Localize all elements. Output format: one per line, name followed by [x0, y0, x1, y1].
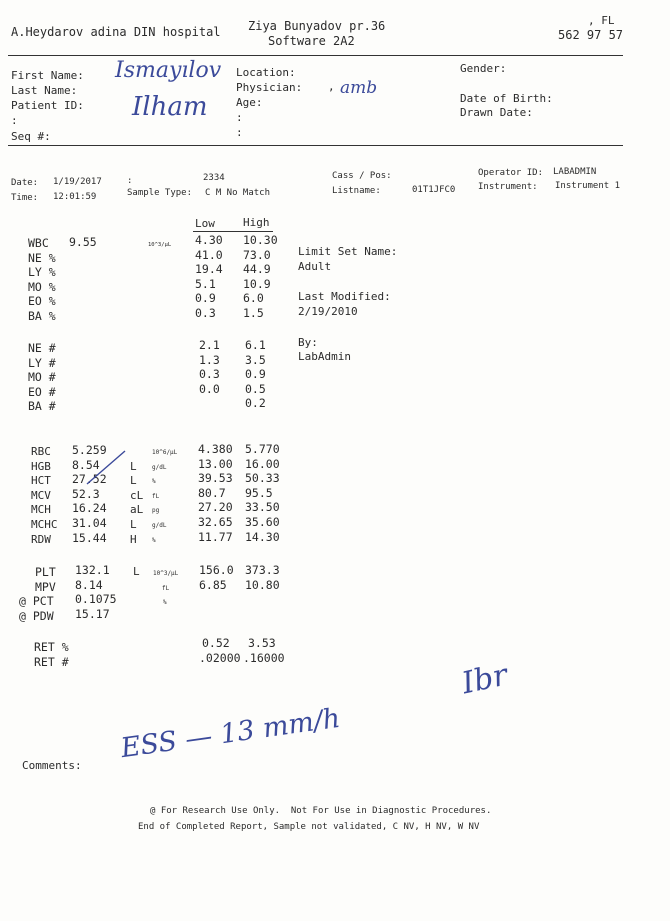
seq-label: Seq #: [11, 130, 51, 143]
flag: L [130, 474, 137, 488]
param-name: LY # [28, 355, 56, 370]
handwritten-first-name: Ismayılov [115, 58, 222, 83]
phone-number: 562 97 57 [558, 28, 624, 42]
param-name: RDW [31, 532, 51, 546]
header-divider [8, 55, 623, 56]
wbc-low [195, 233, 223, 321]
result-value: 5.259 [72, 443, 107, 457]
param-name: BA % [28, 308, 56, 323]
location-label: Location: [236, 66, 296, 79]
high-value: 0.5 [245, 381, 266, 396]
low-value: 19.4 [195, 262, 223, 277]
high-value: 1.5 [243, 305, 264, 320]
low-value: .02000 [199, 650, 241, 665]
high-value: .16000 [243, 650, 285, 665]
unit: 10^3/µL [153, 570, 179, 577]
low-value: 39.53 [198, 471, 233, 486]
high-value: 0.9 [245, 367, 266, 382]
handwritten-last-name: Ilham [132, 92, 208, 122]
high-value: 6.1 [245, 338, 266, 352]
wbc-unit: 10^3/µL [148, 242, 172, 248]
gender-label: Gender: [460, 62, 507, 75]
instrument-label: Instrument: [478, 182, 538, 192]
last-modified-label: Last Modified: [298, 290, 391, 303]
high-value: 14.30 [245, 529, 280, 544]
sample-type-label: Sample Type: [127, 188, 193, 198]
plt-low [199, 563, 234, 592]
flag: H [130, 532, 137, 546]
hospital-name: A.Heydarov adina DIN hospital [11, 25, 221, 39]
plt-names [19, 565, 56, 623]
high-value: 6.0 [243, 291, 264, 306]
high-value: 373.3 [245, 563, 280, 577]
unit: 10^6/µL [152, 449, 178, 456]
high-value: 33.50 [245, 500, 280, 515]
unit: pg [152, 507, 160, 515]
high-value: 3.53 [248, 636, 276, 650]
low-value: 0.3 [195, 305, 216, 320]
low-value: 32.65 [198, 514, 233, 529]
last-name-label: Last Name: [11, 84, 78, 97]
time-label: Time: [11, 193, 39, 203]
result-value: 15.44 [72, 530, 107, 545]
drawn-date-label: Drawn Date: [460, 106, 533, 119]
low-value: 0.9 [195, 291, 216, 306]
low-value: 1.3 [199, 352, 220, 367]
blank-colon: : [11, 114, 18, 127]
param-name: MPV [35, 579, 56, 594]
high-value: 50.33 [245, 471, 280, 486]
param-name: LY % [28, 265, 56, 280]
abs-high [245, 338, 266, 411]
param-name: MCH [31, 503, 51, 517]
comments-label: Comments: [22, 759, 82, 772]
unit: % [152, 536, 156, 544]
dob-label: Date of Birth: [460, 92, 553, 105]
flag: L [130, 459, 137, 473]
rbc-high [245, 442, 280, 544]
high-value: 3.5 [245, 352, 266, 367]
sample-colon: : [127, 176, 133, 186]
low-value: 0.0 [199, 381, 220, 396]
blank-colon: : [236, 126, 243, 139]
low-value: 4.380 [198, 442, 233, 456]
address-line2: Software 2A2 [268, 34, 355, 48]
high-value: 73.0 [243, 247, 271, 262]
limit-set-label: Limit Set Name: [298, 245, 398, 258]
rbc-names [31, 445, 58, 547]
blank-colon: : [236, 111, 243, 124]
result-value: 8.14 [75, 577, 103, 592]
low-value: 5.1 [195, 276, 216, 291]
instrument-value: Instrument 1 [555, 181, 621, 191]
unit: g/dL [152, 463, 167, 471]
low-header: Low [195, 217, 215, 230]
low-value: 13.00 [198, 456, 233, 471]
range-header-underline [193, 231, 273, 232]
listname-value: 01T1JFC0 [412, 185, 456, 195]
high-value: 5.770 [245, 442, 280, 456]
unit: fL [152, 492, 160, 500]
physician-label: Physician: [236, 81, 303, 94]
low-value: 2.1 [199, 338, 220, 352]
handwritten-esr-note: ESS — 13 mm/h [118, 702, 343, 765]
flag: aL [130, 503, 144, 517]
low-value: 4.30 [195, 233, 223, 247]
limit-set-value: Adult [298, 260, 332, 273]
unit: g/dL [152, 521, 167, 529]
high-value: 95.5 [245, 485, 273, 500]
cass-label: Cass / Pos: [332, 171, 392, 181]
low-value: 0.3 [199, 367, 220, 382]
result-value: 15.17 [75, 606, 110, 621]
param-name: HGB [31, 459, 51, 473]
param-name: RET % [34, 640, 69, 654]
unit: % [163, 599, 167, 607]
low-value: 0.52 [202, 636, 230, 650]
wbc-names [28, 236, 56, 324]
plt-units [153, 567, 178, 611]
handwritten-physician: amb [340, 78, 378, 98]
result-value: 52.3 [72, 486, 100, 501]
wbc-value: 9.55 [69, 235, 97, 249]
ret-low [199, 636, 241, 665]
rbc-low [198, 442, 233, 544]
patient-id-label: Patient ID: [11, 99, 84, 112]
date-value: 1/19/2017 [53, 177, 102, 187]
result-value: 16.24 [72, 501, 107, 516]
flag [130, 445, 143, 460]
result-value: 8.54 [72, 457, 100, 472]
last-modified-value: 2/19/2010 [298, 305, 358, 318]
time-value: 12:01:59 [53, 192, 97, 202]
flag: cL [130, 488, 144, 502]
high-value: 10.30 [243, 233, 278, 247]
wbc-high [243, 233, 278, 321]
address-line1: Ziya Bunyadov pr.36 [248, 19, 386, 33]
rbc-flags [130, 445, 143, 547]
result-value: 0.1075 [75, 592, 117, 607]
param-name: NE # [28, 341, 56, 355]
flag: L [130, 517, 137, 531]
unit: % [152, 478, 156, 486]
param-name: EO # [28, 384, 56, 399]
low-value: 80.7 [198, 485, 226, 500]
result-value: 27.52 [72, 472, 107, 487]
ret-names [34, 640, 69, 669]
by-value: LabAdmin [298, 350, 351, 363]
by-label: By: [298, 336, 318, 349]
pen-check-mark [85, 448, 130, 488]
low-value [199, 396, 220, 411]
handwritten-signature: Ibr [458, 657, 511, 702]
param-name: MCV [31, 488, 51, 502]
disclaimer-line1: @ For Research Use Only. Not For Use in Diagnostic Procedures. [150, 806, 492, 816]
plt-values [75, 563, 117, 621]
ret-high [243, 636, 285, 665]
param-name: RET # [34, 654, 69, 669]
param-name: RBC [31, 445, 51, 458]
low-value: 6.85 [199, 577, 227, 592]
sample-number: 2334 [203, 173, 225, 183]
plt-high [245, 563, 280, 592]
physician-comma: , [328, 80, 335, 93]
param-name: PLT [35, 565, 56, 579]
listname-label: Listname: [332, 186, 381, 196]
age-label: Age: [236, 96, 263, 109]
high-value: 44.9 [243, 262, 271, 277]
unit: fL [162, 584, 170, 592]
phone-prefix: , FL [588, 14, 615, 27]
param-name: MCHC [31, 517, 58, 531]
param-name: HCT [31, 474, 51, 488]
high-value: 10.80 [245, 577, 280, 592]
low-value: 27.20 [198, 500, 233, 515]
high-header: High [243, 216, 270, 229]
abs-names [28, 341, 56, 414]
low-value: 41.0 [195, 247, 223, 262]
param-name: MO % [28, 279, 56, 294]
high-value: 16.00 [245, 456, 280, 471]
abs-low [199, 338, 220, 411]
rbc-units [152, 446, 177, 548]
param-name: EO % [28, 294, 56, 309]
high-value: 10.9 [243, 276, 271, 291]
low-value: 156.0 [199, 563, 234, 577]
param-name: MO # [28, 370, 56, 385]
operator-label: Operator ID: [478, 168, 544, 178]
result-value: 31.04 [72, 515, 107, 530]
patient-divider [8, 145, 623, 146]
sample-type-value: C M No Match [205, 188, 271, 198]
operator-value: LABADMIN [553, 167, 597, 177]
low-value: 11.77 [198, 529, 233, 544]
plt-flag: L [133, 565, 140, 578]
high-value: 0.2 [245, 396, 266, 411]
first-name-label: First Name: [11, 69, 84, 82]
result-value: 132.1 [75, 563, 110, 577]
param-name: @ PDW [19, 608, 54, 623]
high-value: 35.60 [245, 514, 280, 529]
param-name: WBC [28, 236, 49, 250]
param-name: NE % [28, 250, 56, 265]
date-label: Date: [11, 178, 39, 188]
disclaimer-line2: End of Completed Report, Sample not validated, C NV, H NV, W NV [138, 822, 480, 832]
param-name: BA # [28, 399, 56, 414]
param-name: @ PCT [19, 594, 54, 609]
